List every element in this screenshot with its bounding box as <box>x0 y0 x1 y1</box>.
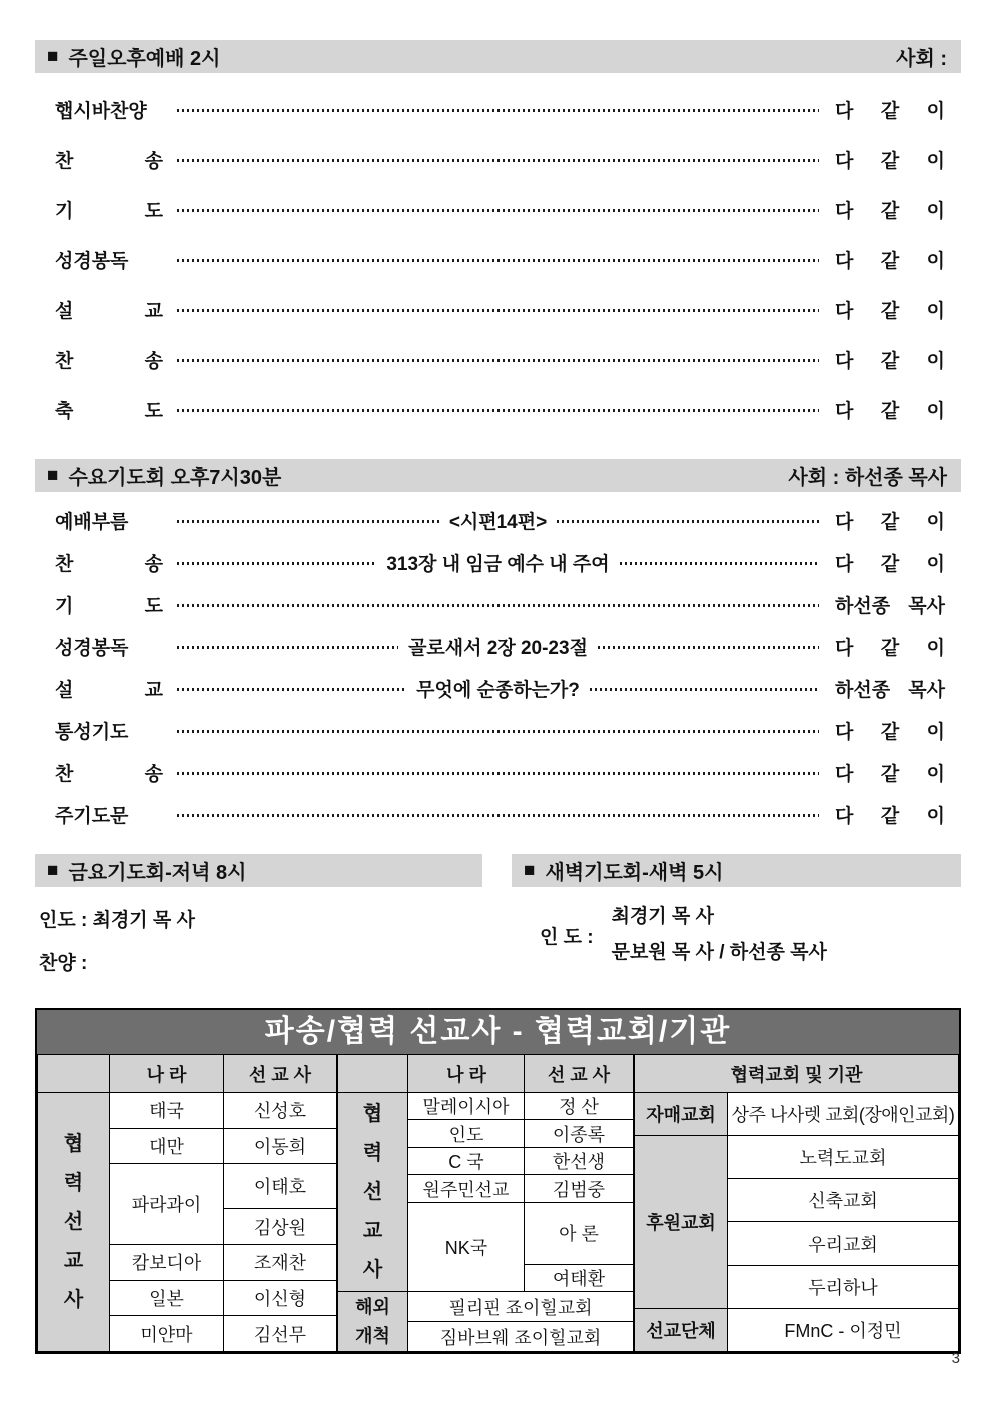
section-title: 수요기도회 오후7시30분 <box>68 467 282 489</box>
missionary-cell: 여태환 <box>525 1264 634 1291</box>
country-cell: 말레이시아 <box>408 1093 525 1120</box>
order-center-text: 무엇에 순종하는가? <box>416 679 580 701</box>
order-label: 기 도 <box>55 200 163 222</box>
dotted-leader <box>498 409 819 412</box>
section-title: 금요기도회-저녁 8시 <box>68 862 247 884</box>
country-cell: C 국 <box>408 1147 525 1174</box>
dotted-leader <box>498 309 819 312</box>
order-label: 찬 송 <box>55 150 163 172</box>
order-performer: 다 같 이 <box>835 511 946 533</box>
wednesday-order-list <box>35 506 961 828</box>
mission-org-cell: FMnC - 이정민 <box>728 1308 959 1351</box>
dotted-leader <box>177 259 498 262</box>
order-line <box>35 716 961 744</box>
sister-church-cell: 상주 나사렛 교회(장애인교회) <box>728 1093 959 1136</box>
missionary-cell: 김선무 <box>224 1316 337 1352</box>
order-line <box>35 145 961 173</box>
support-church-cell: 우리교회 <box>728 1222 959 1265</box>
overseas-church-cell: 필리핀 죠이힐교회 <box>408 1292 634 1322</box>
missionary-cell: 이종록 <box>525 1120 634 1147</box>
header-empty-cell <box>38 1055 110 1093</box>
order-performer: 다 같 이 <box>835 400 945 422</box>
country-cell: 캄보디아 <box>110 1244 224 1280</box>
missions-table-title: 파송/협력 선교사 - 협력교회/기관 <box>37 1010 959 1054</box>
order-label: 기 도 <box>55 595 163 617</box>
dawn-leader-names <box>612 899 827 971</box>
order-label: 햅시바찬양 <box>55 100 147 122</box>
country-cell: 파라과이 <box>110 1164 224 1245</box>
order-label: 통성기도 <box>55 721 129 743</box>
dotted-leader <box>177 562 376 565</box>
friday-leader-line: 인도 : 최경기 목 사 <box>39 910 195 931</box>
sunday-afternoon-order-list <box>35 95 961 423</box>
dotted-leader <box>498 109 819 112</box>
missionary-cell: 이신형 <box>224 1280 337 1316</box>
order-line <box>35 548 961 576</box>
order-label: 성경봉독 <box>55 637 129 659</box>
order-line <box>35 758 961 786</box>
order-performer: 다 같 이 <box>835 721 945 743</box>
order-line <box>35 590 961 618</box>
dotted-leader <box>498 772 819 775</box>
order-label: 찬 송 <box>55 763 163 785</box>
missionary-cell: 아 론 <box>525 1202 634 1264</box>
overseas-church-cell: 짐바브웨 죠이힐교회 <box>408 1322 634 1352</box>
order-label: 성경봉독 <box>55 250 129 272</box>
missionary-cell: 이동희 <box>224 1128 337 1164</box>
dotted-leader <box>177 730 498 733</box>
sister-church-label: 자매교회 <box>635 1093 728 1136</box>
order-line <box>35 674 961 702</box>
missionary-cell: 김범중 <box>525 1175 634 1202</box>
dawn-prayer-block <box>512 854 961 975</box>
dotted-leader <box>177 309 498 312</box>
group-label-cell <box>38 1093 110 1352</box>
dotted-leader <box>177 359 498 362</box>
dotted-leader <box>177 646 398 649</box>
order-line <box>35 95 961 123</box>
order-line <box>35 506 961 534</box>
order-performer: 다 같 이 <box>835 553 945 575</box>
dotted-leader <box>498 209 819 212</box>
order-center-text: 골로새서 2장 20-23절 <box>408 637 588 659</box>
order-performer: 다 같 이 <box>835 763 945 785</box>
dotted-leader <box>498 814 819 817</box>
order-performer: 하선종 목사 <box>835 595 945 617</box>
missionary-cell: 김상원 <box>224 1209 337 1245</box>
dotted-leader <box>177 409 498 412</box>
dotted-leader <box>177 772 498 775</box>
order-label: 축 도 <box>55 400 163 422</box>
missions-table-middle-group <box>337 1054 634 1352</box>
country-cell: NK국 <box>408 1202 525 1292</box>
order-line <box>35 345 961 373</box>
dotted-leader <box>498 259 819 262</box>
prayer-meetings-row <box>35 854 961 975</box>
section-title: 주일오후예배 2시 <box>68 48 221 70</box>
dotted-leader <box>177 814 498 817</box>
dotted-leader <box>498 159 819 162</box>
missions-table-body <box>37 1054 959 1352</box>
country-cell: 일본 <box>110 1280 224 1316</box>
dotted-leader <box>498 359 819 362</box>
square-bullet-icon: ■ <box>524 860 536 881</box>
missions-table-left-group <box>37 1054 337 1352</box>
overseas-label: 해외 개척 <box>355 1296 390 1346</box>
support-church-cell: 두리하나 <box>728 1265 959 1308</box>
dotted-leader <box>590 688 819 691</box>
country-cell: 인도 <box>408 1120 525 1147</box>
dotted-leader <box>177 688 406 691</box>
dotted-leader <box>177 604 498 607</box>
dotted-leader <box>620 562 819 565</box>
section-header-sunday-afternoon <box>35 40 961 73</box>
order-label: 주기도문 <box>55 805 129 827</box>
country-cell: 미얀마 <box>110 1316 224 1352</box>
dotted-leader <box>498 604 819 607</box>
mc-label: 사회 : <box>896 48 947 70</box>
missionary-cell: 정 산 <box>525 1093 634 1120</box>
missionary-cell: 한선생 <box>525 1147 634 1174</box>
order-performer: 다 같 이 <box>835 100 945 122</box>
section-header-dawn-prayer <box>512 854 961 887</box>
dotted-leader <box>177 520 439 523</box>
order-line <box>35 195 961 223</box>
mission-org-label: 선교단체 <box>635 1308 728 1351</box>
mc-label: 사회 : 하선종 목사 <box>788 467 947 489</box>
section-title: 새벽기도회-새벽 5시 <box>545 862 724 884</box>
dotted-leader <box>177 209 498 212</box>
order-center-text: <시편14편> <box>448 511 548 533</box>
order-line <box>35 395 961 423</box>
friday-praise-line: 찬양 : <box>39 953 88 974</box>
dawn-leader-label: 인 도 : <box>540 926 594 948</box>
order-performer: 다 같 이 <box>835 150 945 172</box>
support-church-cell: 신축교회 <box>728 1179 959 1222</box>
missionary-cell: 신성호 <box>224 1093 337 1129</box>
order-line <box>35 632 961 660</box>
header-partner-orgs: 협력교회 및 기관 <box>635 1055 959 1093</box>
order-performer: 다 같 이 <box>835 250 945 272</box>
order-performer: 다 같 이 <box>835 300 945 322</box>
missionary-cell: 이태호 <box>224 1164 337 1209</box>
dawn-leader-row <box>512 899 961 971</box>
order-label: 설 교 <box>55 679 163 701</box>
order-label: 예배부름 <box>55 511 129 533</box>
group-label-vertical: 협력선교사 <box>63 1132 84 1311</box>
dawn-leader-name-1: 최경기 목 사 <box>611 906 714 927</box>
order-center-text: 313장 내 임금 예수 내 주여 <box>386 553 610 575</box>
order-line <box>35 295 961 323</box>
page-number: 3 <box>951 1350 960 1367</box>
order-performer: 다 같 이 <box>835 637 945 659</box>
order-performer: 하선종 목사 <box>835 679 945 701</box>
dotted-leader <box>557 520 819 523</box>
support-church-cell: 노력도교회 <box>728 1136 959 1179</box>
country-cell: 대만 <box>110 1128 224 1164</box>
order-line <box>35 800 961 828</box>
overseas-label-cell <box>338 1292 408 1352</box>
order-label: 설 교 <box>55 300 163 322</box>
dotted-leader <box>598 646 819 649</box>
order-label: 찬 송 <box>55 553 163 575</box>
order-line <box>35 245 961 273</box>
order-performer: 다 같 이 <box>835 200 945 222</box>
section-header-wednesday-prayer <box>35 459 961 492</box>
missions-table <box>35 1008 961 1354</box>
group-label-vertical: 협력선교사 <box>362 1102 383 1281</box>
header-missionary: 선 교 사 <box>525 1055 634 1093</box>
header-missionary: 선 교 사 <box>224 1055 337 1093</box>
country-cell: 원주민선교 <box>408 1175 525 1202</box>
square-bullet-icon: ■ <box>47 860 59 881</box>
group-label-cell <box>338 1093 408 1292</box>
friday-prayer-block <box>35 854 482 975</box>
dotted-leader <box>177 109 498 112</box>
dotted-leader <box>498 730 819 733</box>
square-bullet-icon: ■ <box>47 46 59 67</box>
section-header-friday-prayer <box>35 854 482 887</box>
support-church-label: 후원교회 <box>635 1136 728 1309</box>
square-bullet-icon: ■ <box>47 465 59 486</box>
header-country: 나 라 <box>408 1055 525 1093</box>
order-performer: 다 같 이 <box>835 350 945 372</box>
missions-table-partners <box>634 1054 959 1352</box>
order-label: 찬 송 <box>55 350 163 372</box>
missionary-cell: 조재찬 <box>224 1244 337 1280</box>
header-country: 나 라 <box>110 1055 224 1093</box>
header-empty-cell <box>338 1055 408 1093</box>
dotted-leader <box>177 159 498 162</box>
country-cell: 태국 <box>110 1093 224 1129</box>
order-performer: 다 같 이 <box>835 805 945 827</box>
dawn-leader-name-2: 문보원 목 사 / 하선종 목사 <box>611 942 827 963</box>
